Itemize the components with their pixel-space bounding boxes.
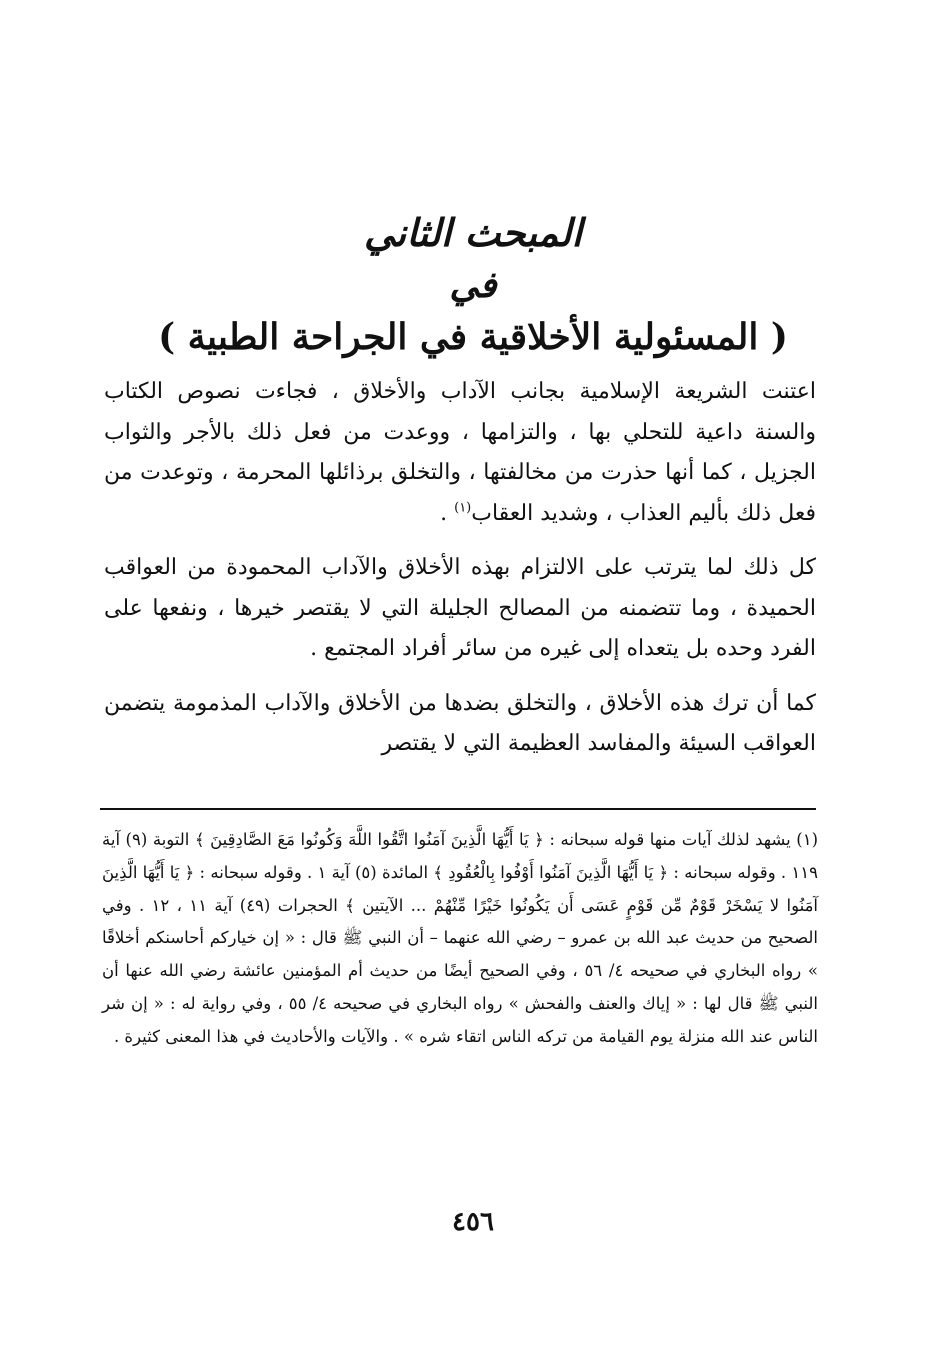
section-subtitle: ( المسئولية الأخلاقية في الجراحة الطبية ) <box>158 316 788 358</box>
main-body <box>104 372 816 765</box>
paragraph-3: كما أن ترك هذه الأخلاق ، والتخلق بضدها من الأخلاق والآداب المذمومة يتضمن العواقب السيئة والمفاسد العظيمة التي لا يقتصر <box>104 690 816 756</box>
section-title: المبحث الثاني <box>363 210 583 255</box>
footnote-reference: (١) <box>454 500 472 516</box>
paragraph-1-end: . <box>440 500 455 526</box>
page-number: ٤٥٦ <box>452 1207 494 1237</box>
paragraph-1-text: اعتنت الشريعة الإسلامية بجانب الآداب والأخلاق ، فجاءت نصوص الكتاب والسنة داعية للتحلي بها ، والتزامها ، ووعدت من فعل ذلك بالأجر والثواب الجزيل ، كما أنها حذرت من مخالفتها ، والتخلق برذائلها المحرمة ، وتوعدت من فعل ذلك بأليم العذاب ، وشديد العقاب <box>104 379 816 526</box>
footnote: (١) يشهد لذلك آيات منها قوله سبحانه : ﴿ يَا أَيُّهَا الَّذِينَ آمَنُوا اتَّقُوا اللَّهَ وَكُونُوا مَعَ الصَّادِقِينَ ﴾ التوبة (٩) آية ١١٩ . وقوله سبحانه : ﴿ يَا أَيُّهَا الَّذِينَ آمَنُوا أَوْفُوا بِالْعُقُودِ ﴾ المائدة (٥) آية ١ . وقوله سبحانه : ﴿ يَا أَيُّهَا الَّذِينَ آمَنُوا لا يَسْخَرْ قَوْمٌ مِّن قَوْمٍ عَسَى أَن يَكُونُوا خَيْرًا مِّنْهُمْ ... الآيتين ﴾ الحجرات (٤٩) آية ١١ ، ١٢ . وفي الصحيح من حديث عبد الله بن عمرو – رضي الله عنهما – أن النبي ﷺ قال : « إن خياركم أحاسنكم أخلاقًا » رواه البخاري في صحيحه ٤/ ٥٦ ، وفي الصحيح أيضًا من حديث أم المؤمنين عائشة رضي الله عنها أن النبي ﷺ قال لها : « إياك والعنف والفحش » رواه البخاري في صحيحه ٤/ ٥٥ ، وفي رواية له : « إن شر الناس عند الله منزلة يوم القيامة من تركه الناس اتقاء شره » . والآيات والأحاديث في هذا المعنى كثيرة . <box>102 830 819 1046</box>
paragraph-2: كل ذلك لما يترتب على الالتزام بهذه الأخلاق والآداب المحمودة من العواقب الحميدة ، وما تتضمنه من المصالح الجليلة التي لا يقتصر خيرها ، ونفعها على الفرد وحده بل يتعداه إلى غيره من سائر أفراد المجتمع . <box>104 555 816 661</box>
paragraph-1 <box>104 372 816 534</box>
footnote-divider <box>100 808 816 810</box>
section-title-connector: في <box>449 264 497 306</box>
